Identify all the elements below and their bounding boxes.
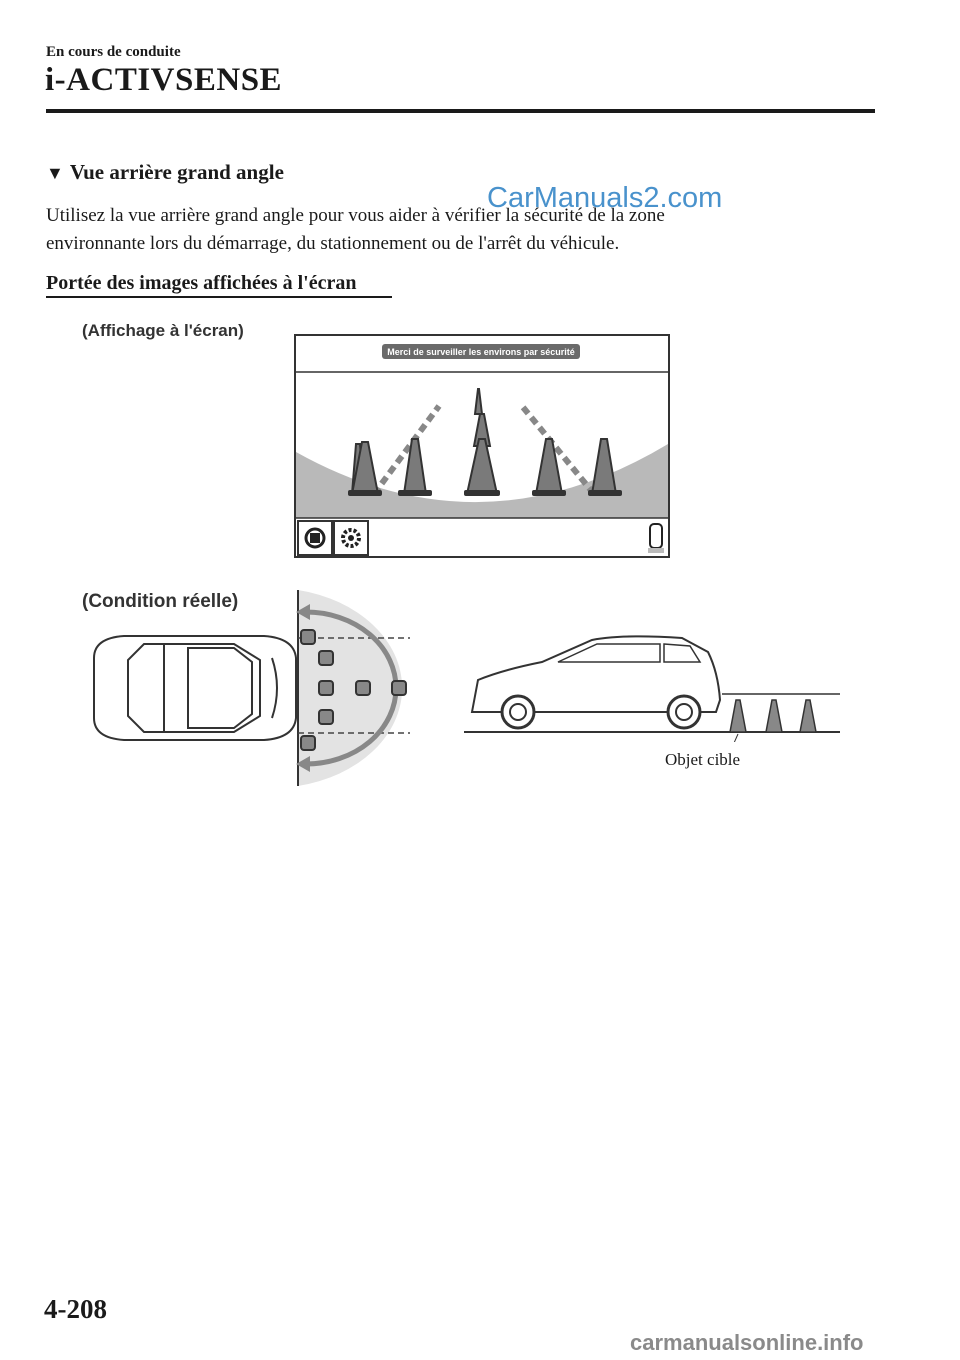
body-line-1: Utilisez la vue arrière grand angle pour vous aider à vérifier la sécurité de la zone <box>46 205 665 226</box>
screen-banner-text: Merci de surveiller les environs par sécurité <box>387 347 575 357</box>
top-view-illustration <box>84 588 424 788</box>
side-view-illustration <box>462 612 842 742</box>
subsection-title: Vue arrière grand angle <box>69 160 284 184</box>
page-number: 4-208 <box>44 1294 107 1324</box>
gear-icon <box>334 521 368 555</box>
body-line-2: environnante lors du démarrage, du stationnement ou de l'arrêt du véhicule. <box>46 233 620 254</box>
range-title: Portée des images affichées à l'écran <box>46 272 357 294</box>
screen-display-label: (Affichage à l'écran) <box>82 321 244 340</box>
view-switch-icon <box>298 521 332 555</box>
target-object-label: Objet cible <box>665 750 741 769</box>
watermark: CarManuals2.com <box>487 182 723 214</box>
screen-display-illustration <box>294 334 670 558</box>
footer-site-watermark: carmanualsonline.info <box>630 1330 864 1355</box>
subsection-heading <box>46 160 284 185</box>
subsection-marker: ▼ <box>46 163 64 183</box>
section-title: i-ACTIVSENSE <box>45 62 283 98</box>
range-title-underline <box>46 296 392 298</box>
header-divider <box>46 109 875 113</box>
body-paragraph <box>46 202 866 258</box>
real-condition-label: (Condition réelle) <box>82 591 239 612</box>
chapter-title: En cours de conduite <box>46 44 181 60</box>
